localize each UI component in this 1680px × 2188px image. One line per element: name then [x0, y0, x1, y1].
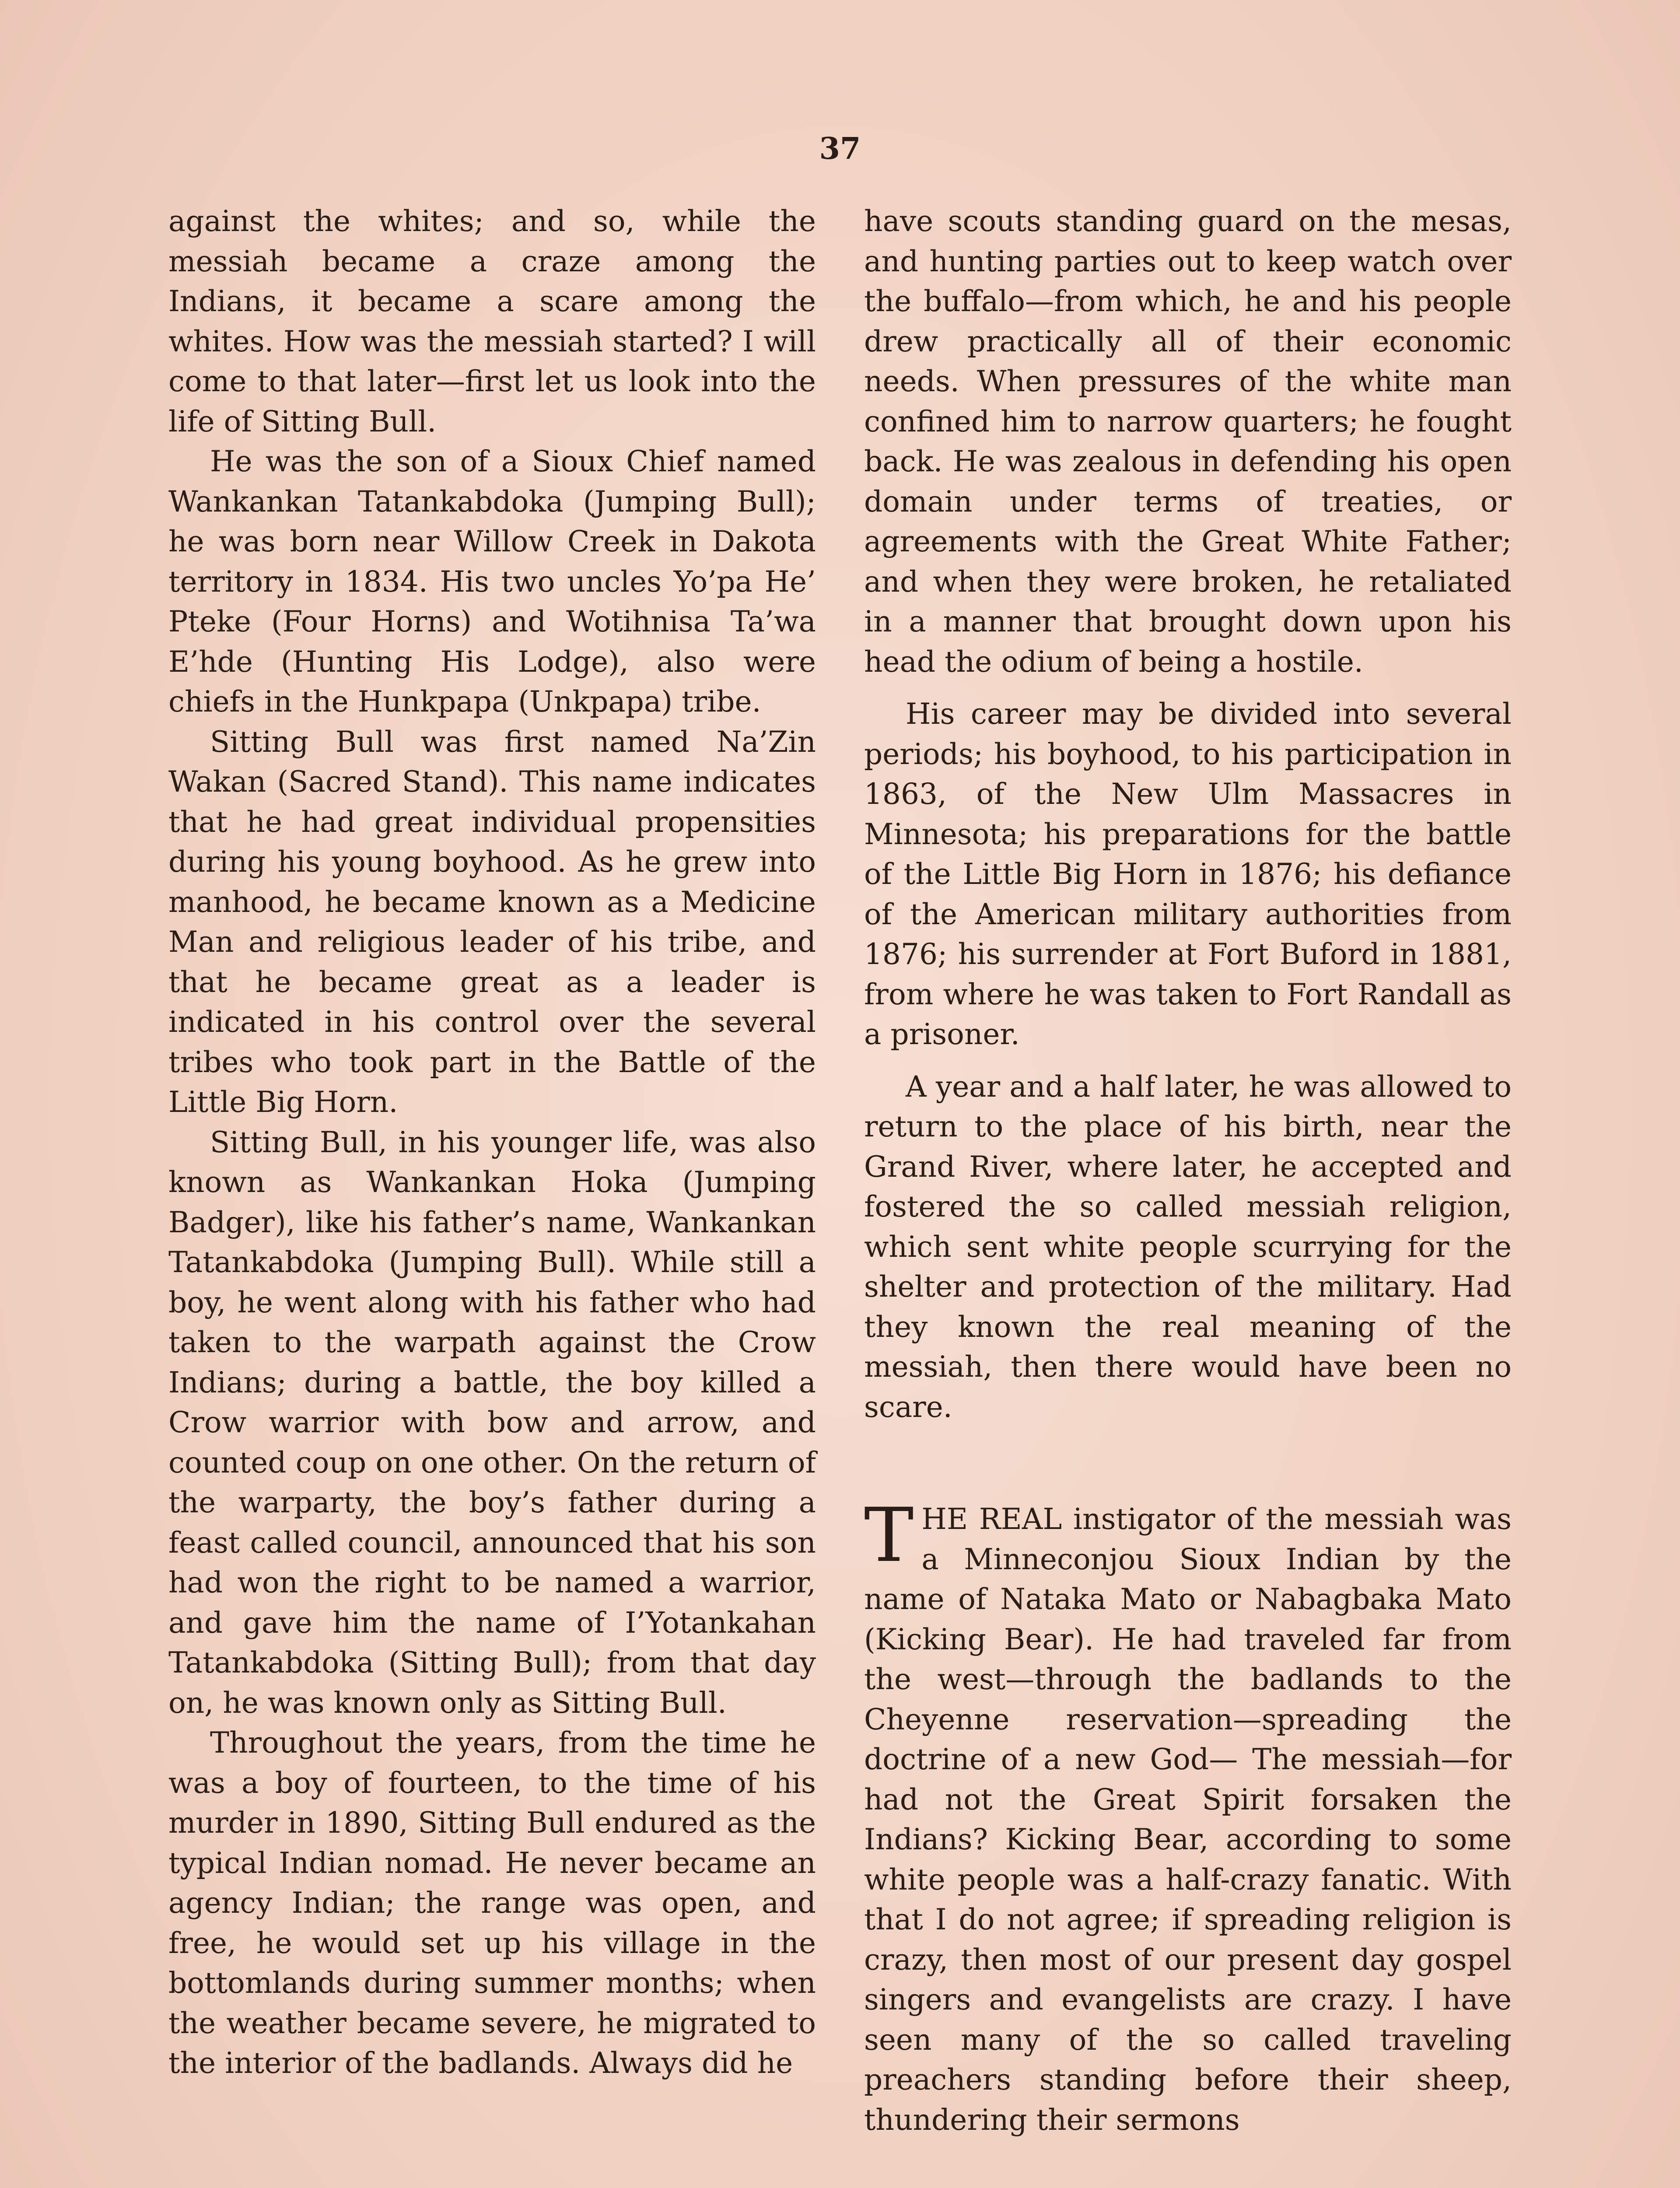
paragraph: have scouts standing guard on the mesas, and hunting parties out to keep watch over the buffalo—from which, he and his people drew practically all of their economic needs. When pressures of the white man confined him to narrow quarters; he fought back. He was zealous in defending his open domain under terms of treaties, or agreements with the Great White Father; and when they were broken, he retaliated in a manner that brought down upon his head the odium of being a hostile.	[864, 204, 1512, 679]
paragraph: against the whites; and so, while the messiah became a craze among the Indians, it became a scare among the whites. How was the messiah started? I will come to that later—first let us look into the life of Sitting Bull.	[168, 204, 816, 438]
paragraph: Sitting Bull was first named Na’Zin Wakan (Sacred Stand). This name indicates that he had great individual propensities during his young boyhood. As he grew into manhood, he became known as a Medicine Man and religious leader of his tribe, and that he became great as a leader is indicated in his control over the several tribes who took part in the Battle of the Little Big Horn.	[168, 725, 816, 1119]
paragraph: He was the son of a Sioux Chief named Wankankan Tatankabdoka (Jumping Bull); he was born near Willow Creek in Dakota territory in 1834. His two uncles Yo’pa He’ Pteke (Four Horns) and Wotihnisa Ta’wa E’hde (Hunting His Lodge), also were chiefs in the Hunkpapa (Unkpapa) tribe.	[168, 445, 816, 719]
paragraph: Throughout the years, from the time he was a boy of fourteen, to the time of his murder in 1890, Sitting Bull endured as the typical Indian nomad. He never became an agency Indian; the range was open, and free, he would set up his village in the bottomlands during summer months; when the weather became severe, he migrated to the interior of the badlands. Always did he	[168, 1726, 816, 2080]
paragraph: A year and a half later, he was allowed to return to the place of his birth, near the Grand River, where later, he accepted and fostered the so called messiah religion, which sent white people scurrying for the shelter and protection of the military. Had they known the real meaning of the messiah, then there would have been no scare.	[864, 1069, 1512, 1424]
paragraph: His career may be divided into several periods; his boyhood, to his participation in 1863, of the New Ulm Massacres in Minnesota; his preparations for the battle of the Little Big Horn in 1876; his defiance of the American military authorities from 1876; his surrender at Fort Buford in 1881, from where he was taken to Fort Randall as a prisoner.	[864, 697, 1512, 1051]
page-number: 37	[819, 131, 861, 166]
right-column	[864, 201, 1512, 2140]
drop-cap: T	[864, 1492, 914, 1579]
left-column	[168, 201, 816, 2083]
section-text: HE REAL instigator of the messiah was a Minneconjou Sioux Indian by the name of Nataka Mato or Nabagbaka Mato (Kicking Bear). He had traveled far from the west—through the badlands to the Cheyenne reservation—spreading the doctrine of a new God— The messiah—for had not the Great Spirit forsaken the Indians? Kicking Bear, according to some white people was a half-crazy fanatic. With that I do not agree; if spreading religion is crazy, then most of our present day gospel singers and evangelists are crazy. I have seen many of the so called traveling preachers standing before their sheep, thundering their sermons	[864, 1502, 1512, 2137]
section-paragraph	[864, 1492, 1512, 2140]
paragraph: Sitting Bull, in his younger life, was also known as Wankankan Hoka (Jumping Badger), like his father’s name, Wankankan Tatankabdoka (Jumping Bull). While still a boy, he went along with his father who had taken to the warpath against the Crow Indians; during a battle, the boy killed a Crow warrior with bow and arrow, and counted coup on one other. On the return of the warparty, the boy’s father during a feast called council, announced that his son had won the right to be named a warrior, and gave him the name of I’Yotankahan Tatankabdoka (Sitting Bull); from that day on, he was known only as Sitting Bull.	[168, 1125, 816, 1720]
